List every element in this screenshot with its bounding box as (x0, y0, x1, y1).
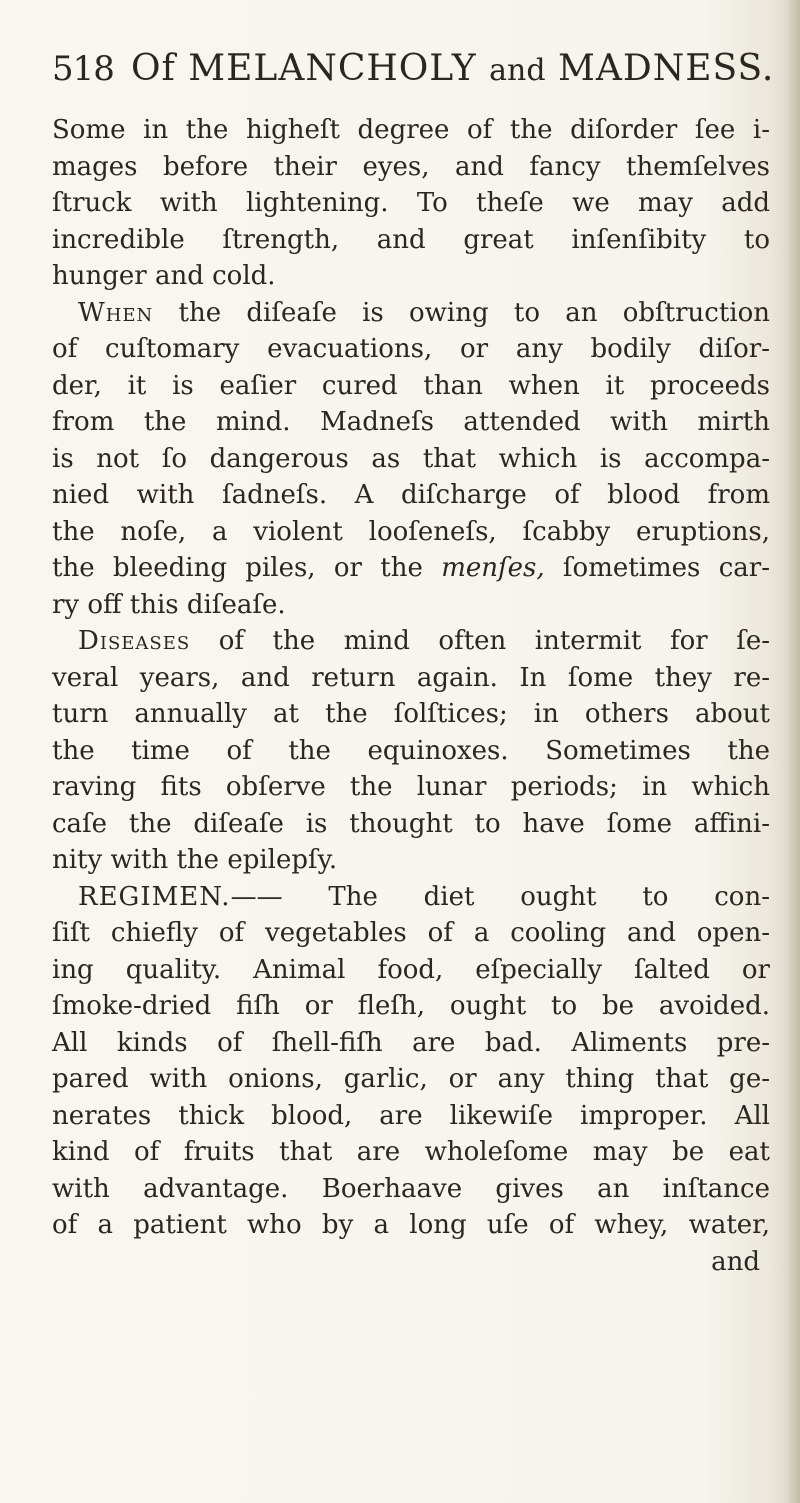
text-line: ſmoke-dried fiſh or fleſh, ought to be avoided. (52, 991, 770, 1021)
text-line: der, it is eaſier cured than when it proceeds (52, 370, 770, 401)
paragraph-regimen (52, 879, 770, 1281)
running-head-part2: MADNESS. (557, 48, 775, 89)
paragraph-intermission (52, 623, 770, 879)
text-line: the time of the equinoxes. Sometimes the (52, 735, 770, 766)
text-line: raving fits obſerve the lunar periods; in which (52, 772, 770, 802)
text-line (52, 550, 770, 587)
text-line: veral years, and return again. In ſome they re- (52, 662, 770, 693)
text-line: incredible ſtrength, and great inſenſibity to (52, 224, 770, 255)
text-line: mages before their eyes, and fancy themſelves (52, 151, 770, 182)
line-post: ſometimes car- (544, 553, 770, 583)
running-header (52, 48, 775, 108)
catchword: and (711, 1246, 760, 1277)
text-line (52, 879, 770, 916)
line-pre: the bleeding piles, or the (52, 553, 442, 583)
text-line: ſiſt chiefly of vegetables of a cooling and open- (52, 918, 770, 948)
text-line: ry off this diſeaſe. (52, 589, 286, 620)
text-line: nity with the epilepſy. (52, 845, 338, 875)
page-number: 518 (52, 49, 114, 89)
text-line: of a patient who by a long uſe of whey, water, (52, 1210, 770, 1240)
text-line: ing quality. Animal food, eſpecially ſalted or (52, 954, 770, 985)
paragraph-obstruction (52, 295, 770, 624)
text-line: ſtruck with lightening. To theſe we may add (52, 188, 770, 218)
text-line: the noſe, a violent looſeneſs, ſcabby eruptions, (52, 516, 770, 547)
text-line: with advantage. Boerhaave gives an inſtance (52, 1173, 770, 1204)
page-edge-shadow (786, 0, 800, 1503)
text-line: of cuſtomary evacuations, or any bodily diſor- (52, 334, 770, 364)
text-line: is not ſo dangerous as that which is accompa- (52, 443, 770, 474)
running-head-part1: Of MELANCHOLY (131, 48, 477, 89)
line-rest: of the mind often intermit for ſe- (190, 626, 770, 656)
running-head-and: and (489, 53, 546, 88)
text-line: hunger and cold. (52, 261, 276, 291)
line-rest: the diſeaſe is owing to an obſtruction (153, 297, 770, 328)
text-line: pared with onions, garlic, or any thing that ge- (52, 1064, 770, 1094)
text-line: All kinds of ſhell-fiſh are bad. Aliments pre- (52, 1027, 770, 1058)
text-line (52, 295, 770, 332)
text-line: turn annually at the ſolſtices; in others about (52, 699, 770, 729)
page-body (52, 112, 770, 1280)
text-line: nerates thick blood, are likewiſe improper. All (52, 1100, 770, 1131)
text-line: from the mind. Madneſs attended with mirth (52, 407, 770, 437)
text-line: caſe the diſeaſe is thought to have ſome affini- (52, 808, 770, 839)
running-head-title (131, 48, 774, 89)
text-line: kind of fruits that are wholeſome may be eat (52, 1137, 770, 1167)
section-heading-regimen: REGIMEN. (78, 881, 231, 912)
text-line (52, 623, 770, 660)
paragraph-lead-word: When (78, 297, 154, 328)
line-rest: —— The diet ought to con- (230, 881, 770, 912)
italic-term: menſes, (441, 553, 545, 583)
paragraph-delusions (52, 112, 770, 295)
paragraph-lead-word: Diseases (78, 626, 191, 656)
text-line: nied with ſadneſs. A diſcharge of blood from (52, 480, 770, 510)
text-line: Some in the higheſt degree of the diſorder ſee i- (52, 115, 770, 145)
